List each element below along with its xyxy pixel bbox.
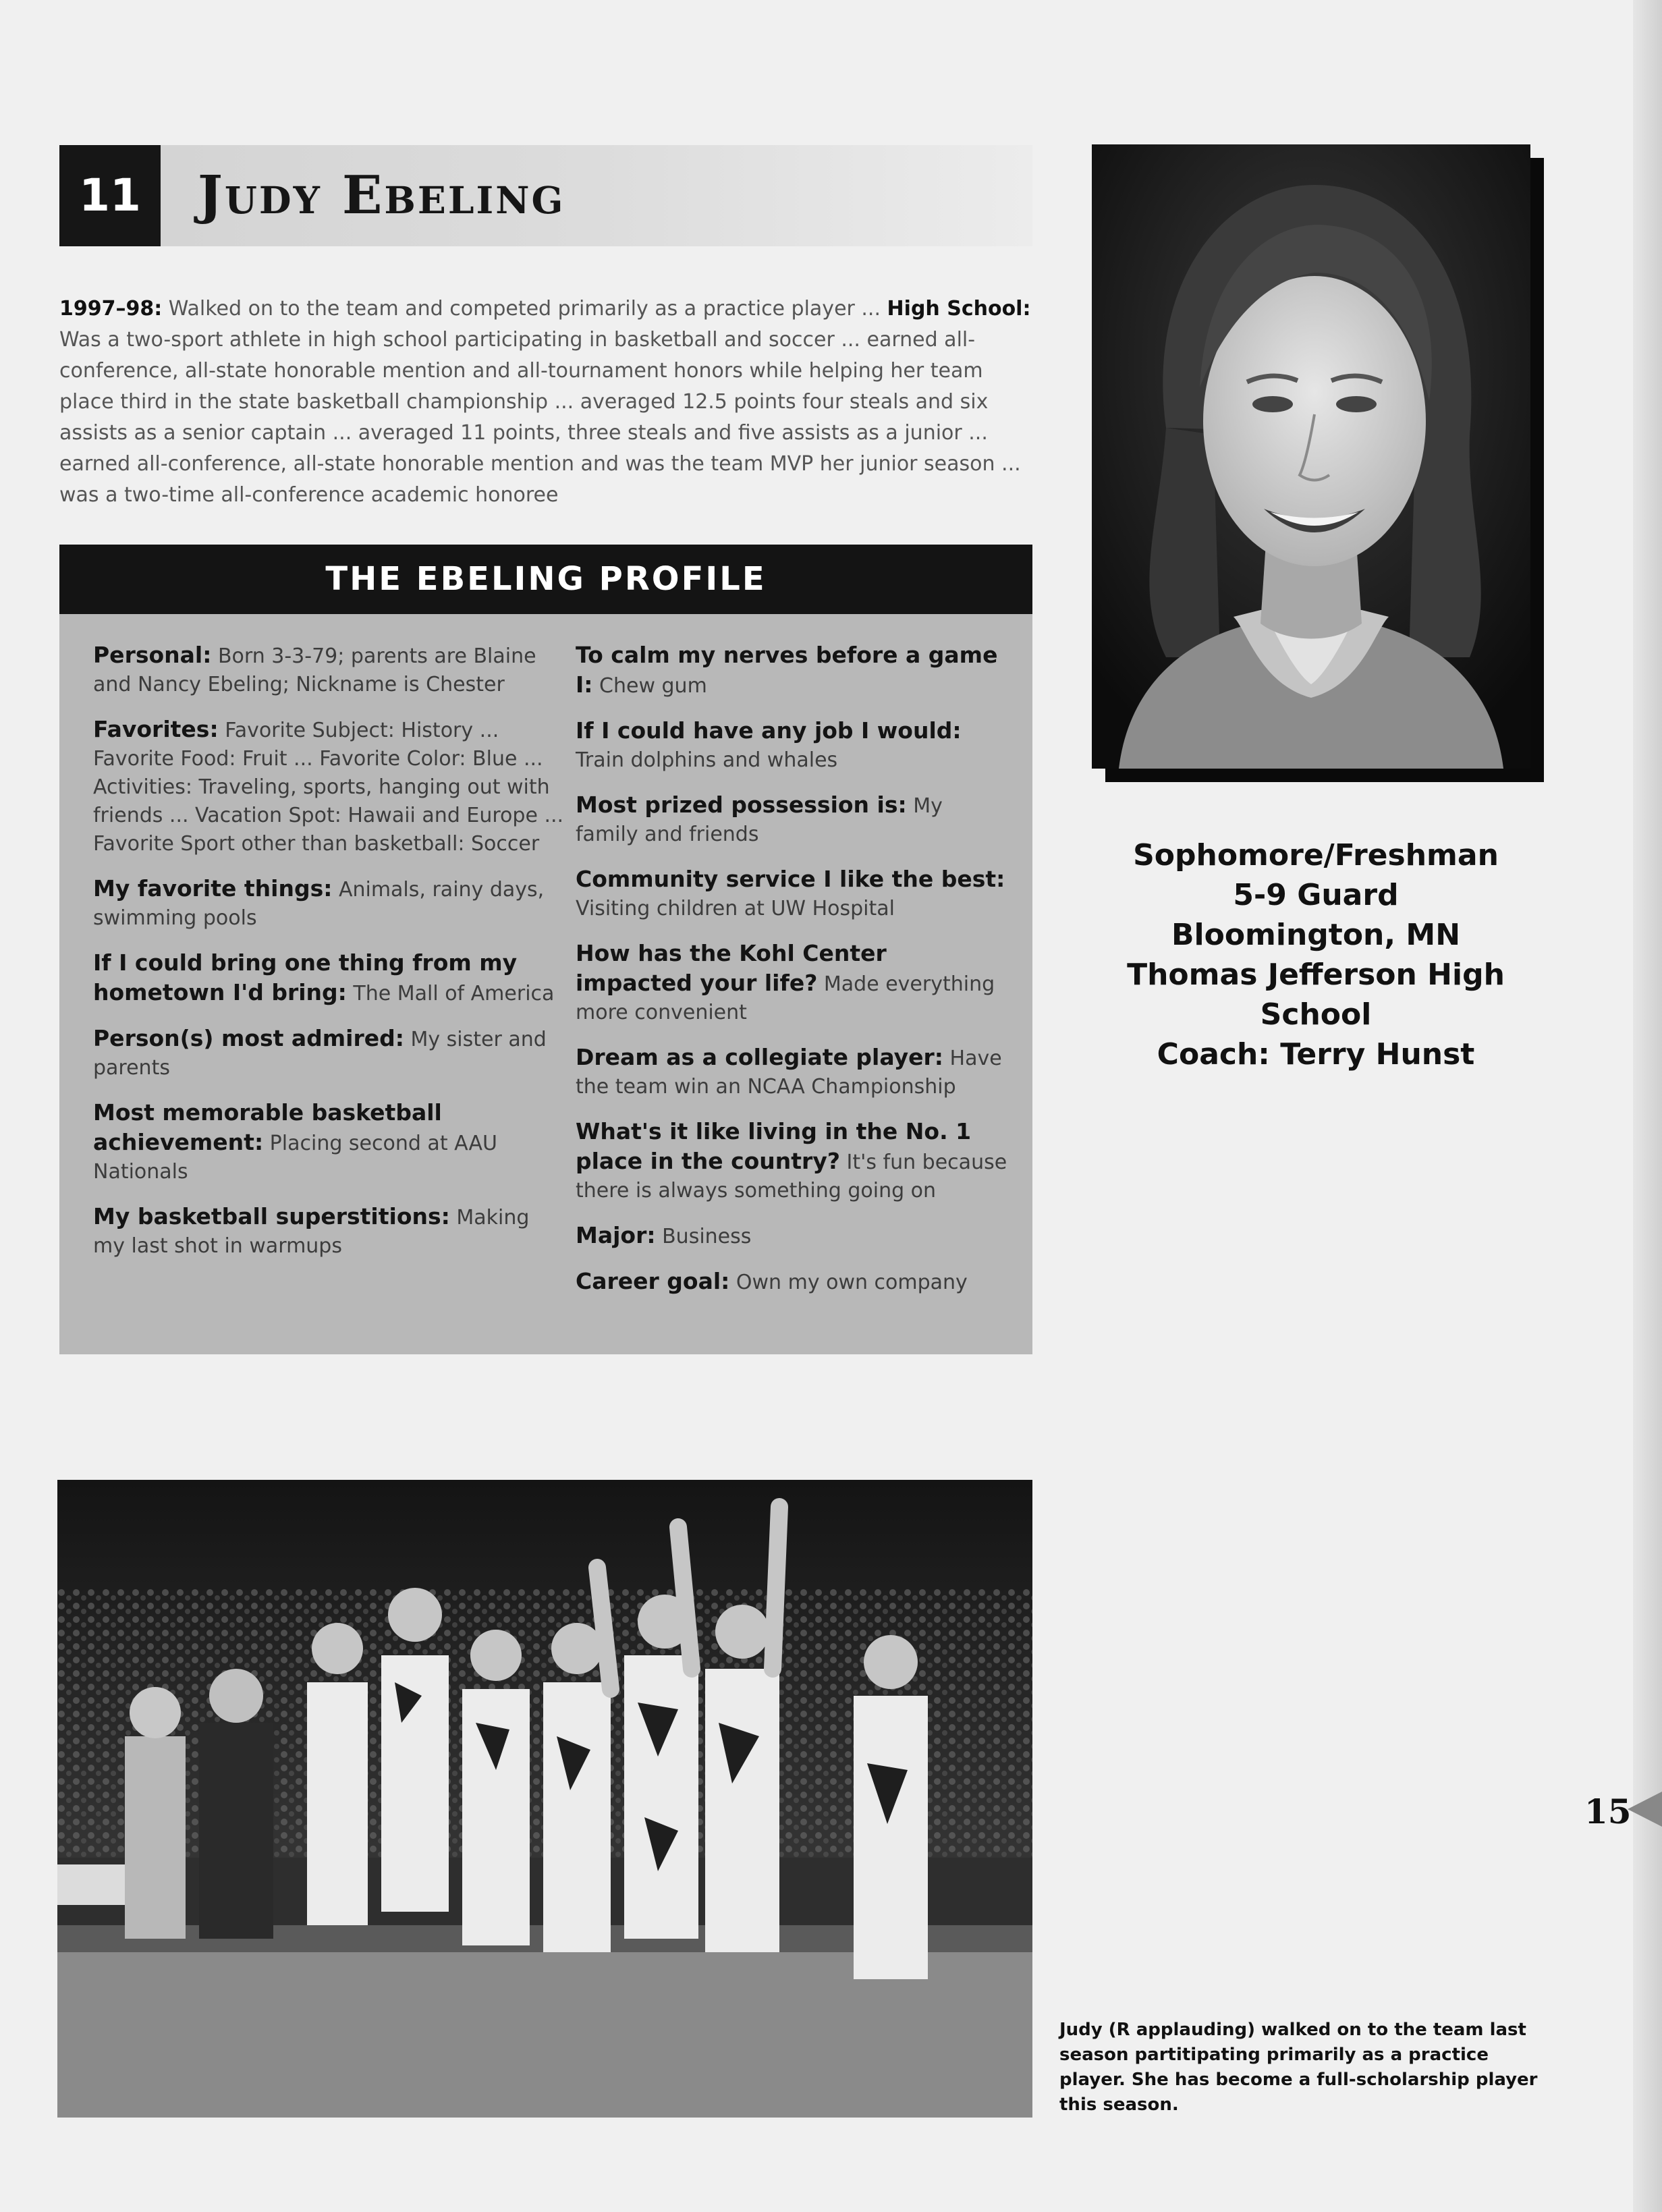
- profile-answer: Making my last shot in warmups: [93, 1206, 530, 1258]
- profile-item: [576, 717, 1007, 775]
- profile-question: Community service I like the best:: [576, 866, 1005, 892]
- player-name: Judy Ebeling: [198, 165, 565, 226]
- profile-question: Person(s) most admired:: [93, 1025, 404, 1051]
- profile-answer: The Mall of America: [346, 982, 555, 1005]
- profile-question: Favorites:: [93, 716, 219, 742]
- profile-item: [576, 1221, 1007, 1251]
- profile-item: [576, 791, 1007, 849]
- profile-question: My favorite things:: [93, 875, 333, 902]
- profile-question: How has the Kohl Center impacted your life?: [576, 940, 887, 996]
- profile-question: Career goal:: [576, 1268, 730, 1294]
- profile-question: Major:: [576, 1222, 656, 1248]
- profile-item: [93, 1099, 565, 1186]
- profile-item: [93, 875, 565, 933]
- page-edge: [1633, 0, 1662, 2212]
- player-coach: Coach: Terry Hunst: [1157, 1037, 1475, 1072]
- player-header: [59, 145, 1032, 246]
- profile-question: Most prized possession is:: [576, 792, 907, 818]
- profile-item: [576, 1043, 1007, 1101]
- profile-question: What's it like living in the No. 1 place in the country?: [576, 1118, 972, 1174]
- page-tab-arrow-icon: [1628, 1792, 1662, 1827]
- profile-answer: My family and friends: [576, 794, 943, 846]
- profile-answer: Visiting children at UW Hospital: [576, 897, 895, 920]
- team-bench-photo: [57, 1480, 1032, 2118]
- player-bio: [59, 294, 1038, 511]
- profile-item: [93, 949, 565, 1008]
- profile-answer: Have the team win an NCAA Championship: [576, 1047, 1002, 1099]
- season-label: 1997–98:: [59, 297, 163, 321]
- profile-answer: Favorite Subject: History ... Favorite Food: Fruit ... Favorite Color: Blue ... Activities: Traveling, sports, hanging out with friends ... Vacation Spot: Hawaii and Europe ... Favorite Sport other than basketball: Soccer: [93, 719, 564, 856]
- season-text: Walked on to the team and competed primarily as a practice player ...: [162, 297, 887, 321]
- profile-item: [576, 641, 1007, 700]
- profile-answer: Business: [655, 1225, 752, 1248]
- profile-answer: Train dolphins and whales: [576, 748, 838, 772]
- profile-answer: Animals, rainy days, swimming pools: [93, 878, 545, 930]
- profile-question: If I could have any job I would:: [576, 717, 962, 744]
- profile-question: If I could bring one thing from my hometown I'd bring:: [93, 949, 518, 1005]
- profile-question: To calm my nerves before a game I:: [576, 642, 998, 698]
- profile-item: [93, 1202, 565, 1261]
- portrait-illustration: [1092, 144, 1530, 769]
- player-school: Thomas Jefferson High: [1127, 958, 1505, 992]
- profile-answer: It's fun because there is always something going on: [576, 1151, 1007, 1202]
- player-hometown: Bloomington, MN: [1171, 918, 1461, 952]
- high-school-label: High School:: [887, 297, 1031, 321]
- profile-question: My basketball superstitions:: [93, 1203, 450, 1229]
- player-position: 5-9 Guard: [1233, 878, 1399, 912]
- high-school-text: Was a two-sport athlete in high school participating in basketball and soccer ... earned all-conference, all-state honorable mention and all-tournament honors while helping her team place third in the state basketball championship ... averaged 12.5 points four steals and six assists as a senior captain ... averaged 11 points, three steals and five assists as a junior ... earned all-conference, all-state honorable mention and was the team MVP her junior season ... was a two-time all-conference academic honoree: [59, 328, 1021, 507]
- profile-answer: Chew gum: [592, 674, 707, 698]
- profile-answer: Made everything more convenient: [576, 972, 995, 1024]
- profile-box: [59, 614, 1032, 1354]
- profile-question: Most memorable basketball achievement:: [93, 1099, 442, 1155]
- player-school-cont: School: [1260, 997, 1372, 1032]
- page-number: 15: [1584, 1792, 1632, 1831]
- player-info: [1100, 835, 1532, 1074]
- profile-answer: Born 3-3-79; parents are Blaine and Nancy Ebeling; Nickname is Chester: [93, 644, 536, 696]
- profile-question: Dream as a collegiate player:: [576, 1044, 943, 1070]
- jersey-number: 11: [59, 145, 161, 246]
- profile-title: THE EBELING PROFILE: [59, 545, 1032, 614]
- profile-answer: Placing second at AAU Nationals: [93, 1132, 497, 1184]
- profile-left-column: [93, 641, 565, 1277]
- profile-right-column: [576, 641, 1007, 1313]
- profile-question: Personal:: [93, 642, 212, 668]
- profile-item: [576, 939, 1007, 1027]
- profile-answer: Own my own company: [729, 1271, 968, 1294]
- player-class: Sophomore/Freshman: [1133, 838, 1499, 873]
- profile-item: [576, 865, 1007, 923]
- profile-item: [576, 1117, 1007, 1205]
- photo-caption: Judy (R applauding) walked on to the team last season partitipating primarily as a practice player. She has become a full-scholarship player this season.: [1059, 2020, 1538, 2115]
- team-photo-illustration: [57, 1480, 1032, 2118]
- profile-item: [93, 641, 565, 699]
- player-portrait: [1092, 144, 1530, 769]
- profile-item: [576, 1267, 1007, 1297]
- profile-answer: My sister and parents: [93, 1028, 547, 1080]
- profile-item: [93, 715, 565, 858]
- profile-item: [93, 1024, 565, 1082]
